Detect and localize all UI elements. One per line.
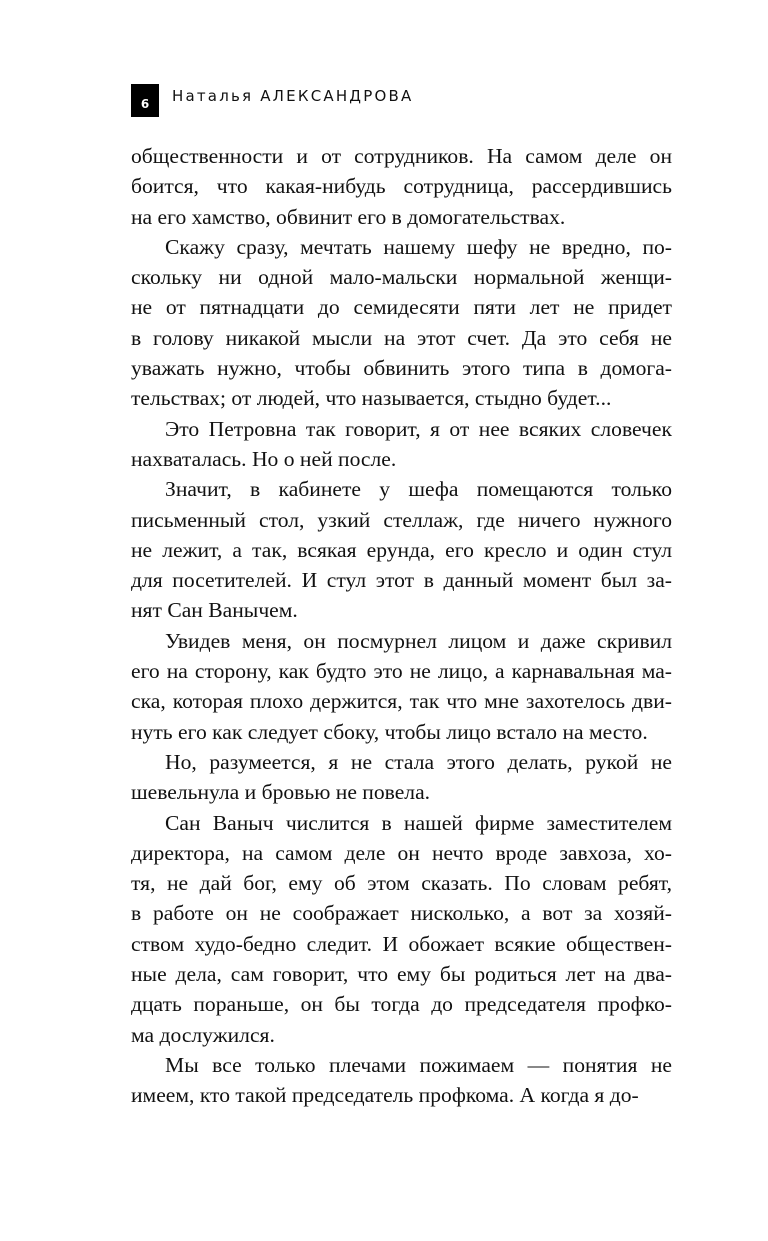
text-line: скольку ни одной мало-мальски нормальной женщи- bbox=[131, 265, 672, 290]
paragraph bbox=[131, 1050, 672, 1111]
text-line: не лежит, а так, всякая ерунда, его кресло и один стул bbox=[131, 537, 672, 562]
text-line: нуть его как следует сбоку, чтобы лицо встало на место. bbox=[131, 719, 648, 744]
text-line: боится, что какая-нибудь сотрудница, рассердившись bbox=[131, 174, 672, 199]
text-line: тельствах; от людей, что называется, стыдно будет... bbox=[131, 386, 612, 411]
page-number: 6 bbox=[131, 84, 159, 117]
text-line: в работе он не соображает нисколько, а вот за хозяй- bbox=[131, 901, 672, 926]
paragraph bbox=[131, 474, 672, 625]
paragraph bbox=[131, 414, 672, 475]
paragraph bbox=[131, 747, 672, 808]
text-line: ска, которая плохо держится, так что мне захотелось дви- bbox=[131, 689, 672, 714]
text-line: шевельнула и бровью не повела. bbox=[131, 780, 431, 805]
text-line: нахваталась. Но о ней после. bbox=[131, 446, 397, 471]
text-line: тя, не дай бог, ему об этом сказать. По словам ребят, bbox=[131, 871, 672, 896]
text-line: на его хамство, обвинит его в домогательствах. bbox=[131, 204, 566, 229]
text-line: общественности и от сотрудников. На самом деле он bbox=[131, 144, 672, 168]
text-line: ные дела, сам говорит, что ему бы родиться лет на два- bbox=[131, 962, 672, 987]
text-line: его на сторону, как будто это не лицо, а карнавальная ма- bbox=[131, 659, 672, 684]
text-line: ством худо-бедно следит. И обожает всякие обществен- bbox=[131, 931, 672, 956]
text-line: не от пятнадцати до семидесяти пяти лет не придет bbox=[131, 295, 672, 320]
text-line: Но, разумеется, я не стала этого делать, рукой не bbox=[165, 749, 672, 774]
text-line: Скажу сразу, мечтать нашему шефу не вредно, по- bbox=[165, 234, 672, 259]
page-header bbox=[131, 84, 413, 117]
paragraph bbox=[131, 141, 672, 232]
paragraph bbox=[131, 808, 672, 1050]
text-line: в голову никакой мысли на этот счет. Да это себя не bbox=[131, 325, 672, 350]
text-line: ма дослужился. bbox=[131, 1022, 275, 1047]
text-line: Значит, в кабинете у шефа помещаются только bbox=[165, 477, 672, 502]
text-line: директора, на самом деле он нечто вроде завхоза, хо- bbox=[131, 840, 672, 865]
text-line: дцать пораньше, он бы тогда до председателя профко- bbox=[131, 992, 672, 1017]
text-line: Сан Ваныч числится в нашей фирме заместителем bbox=[165, 810, 672, 835]
paragraph bbox=[131, 232, 672, 414]
text-line: Увидев меня, он посмурнел лицом и даже скривил bbox=[165, 628, 672, 653]
text-line: Мы все только плечами пожимаем — понятия не bbox=[165, 1052, 672, 1077]
text-line: уважать нужно, чтобы обвинить этого типа в домога- bbox=[131, 356, 672, 381]
text-line: письменный стол, узкий стеллаж, где ничего нужного bbox=[131, 507, 672, 532]
paragraph bbox=[131, 626, 672, 747]
text-line: для посетителей. И стул этот в данный момент был за- bbox=[131, 568, 672, 593]
text-line: нят Сан Ванычем. bbox=[131, 598, 298, 623]
text-line: имеем, кто такой председатель профкома. А когда я до- bbox=[131, 1083, 639, 1108]
text-line: Это Петровна так говорит, я от нее всяких словечек bbox=[165, 416, 672, 441]
body-text bbox=[131, 141, 672, 1111]
running-head-author: Наталья АЛЕКСАНДРОВА bbox=[172, 87, 414, 105]
